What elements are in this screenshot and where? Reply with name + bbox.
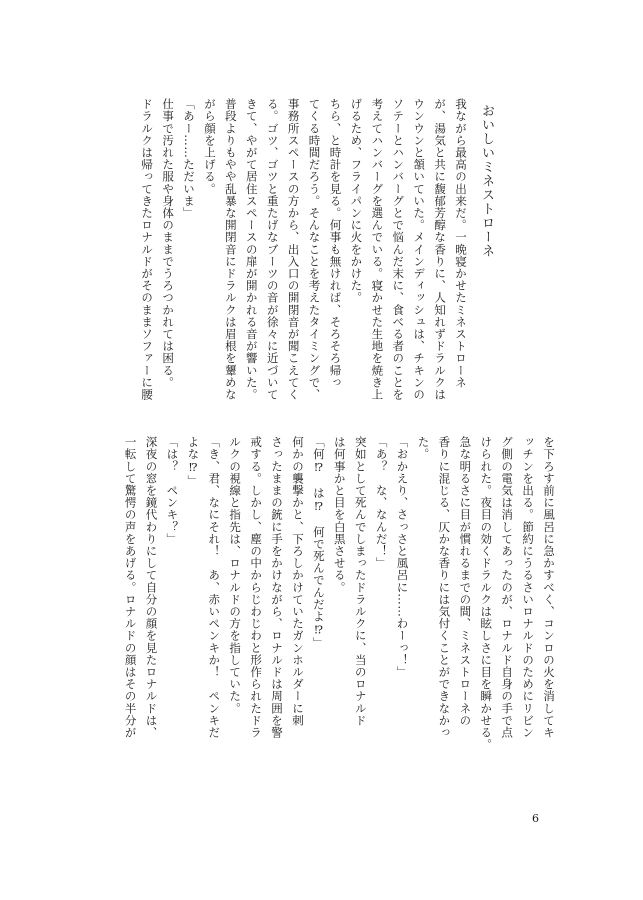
text-line: 「き、君、なにそれ！ あ、赤いペンキか！ ペンキだ xyxy=(207,436,222,739)
text-line: ちら、と時計を見る。何事も無ければ、そろそろ帰っ xyxy=(328,98,343,389)
text-block-upper xyxy=(141,98,471,400)
text-line: 急な明るさに目が慣れるまでの間、ミネストローネの xyxy=(458,436,473,727)
text-line: 事務所スペースの方から、出入口の開閉音が聞こえてく xyxy=(286,98,301,401)
text-line: 考えてハンバーグを選んでいる。寝かせた生地を焼き上 xyxy=(370,98,385,401)
text-block-lower xyxy=(123,436,559,760)
page-number: 6 xyxy=(532,812,539,825)
text-line: 「何⁉ は⁉ 何で死んでんだよ⁉」 xyxy=(311,436,326,650)
text-line: た。 xyxy=(416,436,431,461)
text-line: げるため、フライパンに火をかけた。 xyxy=(349,98,364,304)
text-line: 「あ？ な、なんだ！」 xyxy=(374,436,389,570)
text-line: 深夜の窓を鏡代わりにして自分の顔を見たロナルドは、 xyxy=(144,436,159,739)
text-line: 香りに混じる、仄かな香りには気付くことができなかっ xyxy=(437,436,452,739)
text-line: 突如として死んでしまったドラルクに、当のロナルド xyxy=(353,436,368,727)
text-line: さったままの銃に手をかけながら、ロナルドは周囲を警 xyxy=(270,436,285,739)
text-line: 戒する。しかし、塵の中からじわじわと形作られたドラ xyxy=(249,436,264,739)
text-line: ッチンを出る。節約にうるさいロナルドのためにリビン xyxy=(521,436,536,739)
text-line: 「あー……ただいま」 xyxy=(182,98,197,219)
text-line: けられた。夜目の効くドラルクは眩しさに目を瞬かせる。 xyxy=(479,436,494,751)
text-line: 我ながら最高の出来だ。一晩寝かせたミネストローネ xyxy=(454,98,468,389)
text-line: る。ゴツ、ゴツと重たげなブーツの音が徐々に近づいて xyxy=(265,98,280,401)
text-line: 普段よりもやや乱暴な開閉音にドラルクは眉根を顰めな xyxy=(223,98,238,401)
text-line: てくる時間だろう。そんなことを考えたタイミングで、 xyxy=(307,98,322,401)
text-line: は何事かと目を白黒させる。 xyxy=(332,436,347,594)
text-line: 「は？ ペンキ？」 xyxy=(165,436,180,545)
text-line: 仕事で汚れた服や身体のままでうろつかれては困る。 xyxy=(161,98,176,389)
text-line: 一転して驚愕の声をあげる。ロナルドの顔はその半分が xyxy=(123,436,138,739)
text-line: が、湯気と共に馥郁芳醇な香りに、人知れずドラルクは xyxy=(433,98,448,401)
text-line: 何かの襲撃かと、下ろしかけていたガンホルダーに刺 xyxy=(290,436,305,727)
text-line: よな⁉」 xyxy=(186,436,201,487)
text-line: を下ろす前に風呂に急かすべく、コンロの火を消してキ xyxy=(542,436,556,739)
text-line: ドラルクは帰ってきたロナルドがそのままソファーに腰 xyxy=(140,98,155,401)
chapter-title: おいしいミネストローネ xyxy=(479,104,494,258)
text-line: ウンウンと頷いていた。メインディッシュは、チキンの xyxy=(412,98,427,401)
text-line: がら顔を上げる。 xyxy=(202,98,217,195)
text-line: 「おかえり、さっさと風呂に……わーっ！」 xyxy=(395,436,410,678)
text-line: グ側の電気は消してあったのが、ロナルド自身の手で点 xyxy=(500,436,515,739)
text-line: ソテーとハンバーグとで悩んだ末に、食べる者のことを xyxy=(391,98,406,401)
text-line: ルクの視線と指先は、ロナルドの方を指していた。 xyxy=(228,436,243,715)
text-line: きて、やがて居住スペースの扉が開かれる音が響いた。 xyxy=(244,98,259,401)
